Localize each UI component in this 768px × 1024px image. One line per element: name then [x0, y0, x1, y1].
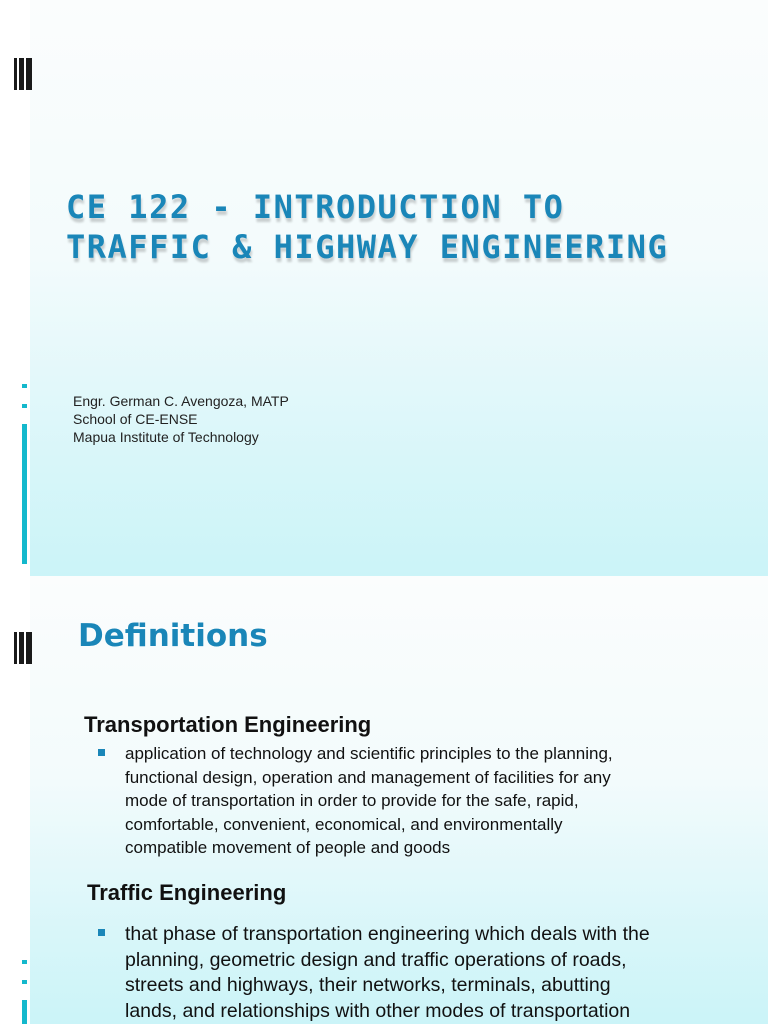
definition-bullet-transportation: [98, 742, 738, 860]
slide-title-line-1: CE 122 - INTRODUCTION TO: [66, 188, 565, 226]
institute-name: Mapua Institute of Technology: [73, 429, 259, 445]
definition-bullet-traffic: [98, 922, 748, 1024]
bullet-line: comfortable, convenient, economical, and environmentally: [125, 814, 563, 834]
decorative-bars-icon: [14, 632, 32, 664]
bullet-line: mode of transportation in order to provide for the safe, rapid,: [125, 791, 579, 811]
bullet-marker-icon: [98, 929, 105, 936]
section-heading-transportation-engineering: Transportation Engineering: [84, 712, 372, 737]
bullet-line: planning, geometric design and traffic operations of roads,: [125, 948, 627, 971]
decorative-bars-icon: [14, 58, 32, 90]
definitions-slide: [0, 576, 768, 1024]
school-name: School of CE-ENSE: [73, 411, 198, 427]
bullet-line: streets and highways, their networks, terminals, abutting: [125, 974, 611, 996]
bullet-marker-icon: [98, 749, 105, 756]
bullet-line: that phase of transportation engineering which deals with the: [125, 923, 650, 945]
bullet-line: lands, and relationships with other modes of transportation: [125, 999, 631, 1022]
decorative-teal-bars-icon: [22, 384, 28, 564]
decorative-teal-bars-icon: [22, 960, 28, 1024]
section-heading-traffic-engineering: Traffic Engineering: [87, 880, 287, 905]
slide-title-line-2: TRAFFIC & HIGHWAY ENGINEERING: [66, 228, 669, 266]
slide-subtitle: [73, 392, 289, 446]
slide-title: Definitions: [78, 618, 268, 654]
bullet-line: compatible movement of people and goods: [125, 838, 451, 858]
bullet-line: functional design, operation and management of facilities for any: [125, 767, 611, 787]
slide-title: [66, 187, 756, 267]
bullet-line: application of technology and scientific principles to the planning,: [125, 744, 613, 763]
author-name: Engr. German C. Avengoza, MATP: [73, 393, 289, 409]
